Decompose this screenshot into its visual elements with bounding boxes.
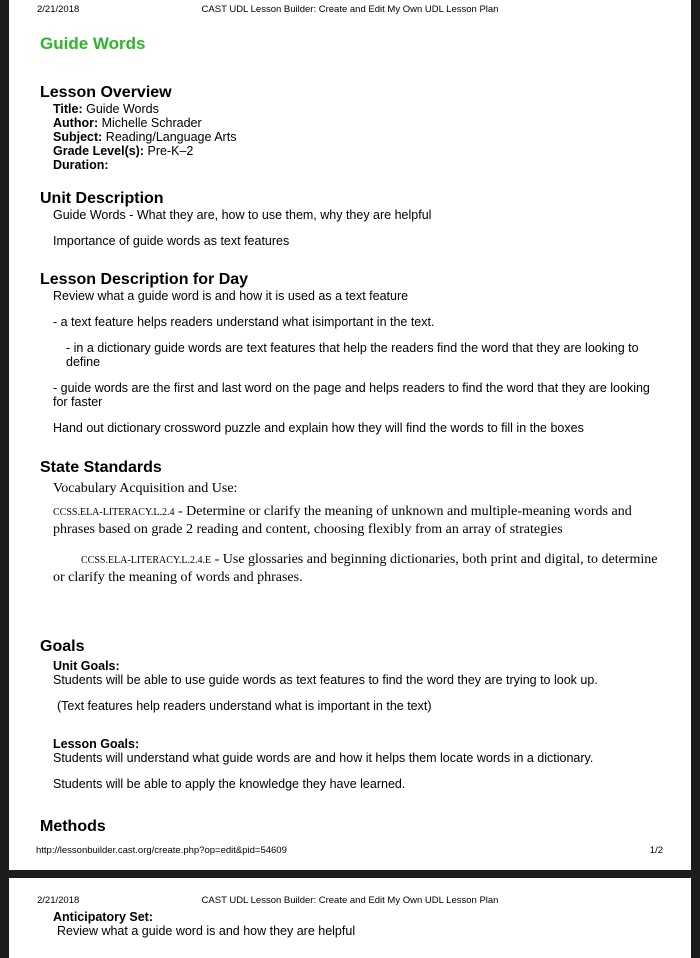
standard-2-text: - Use glossaries and beginning dictionaries, both print and digital, to determine or clarify the meaning of words and phrases. <box>53 552 658 585</box>
header-date: 2/21/2018 <box>37 4 80 15</box>
lesson-title: Guide Words <box>40 34 146 53</box>
lesson-goals-label: Lesson Goals: <box>53 737 140 751</box>
anticipatory-set-text: Review what a guide word is and how they are helpful <box>57 924 356 938</box>
grade-label: Grade Level(s): <box>53 144 145 158</box>
lesson-description-p1: Review what a guide word is and how it is used as a text feature <box>53 289 409 303</box>
document-page-2 <box>9 878 691 958</box>
standard-1-code: CCSS.ELA-LITERACY.L.2.4 <box>53 507 175 518</box>
lesson-description-p3: - in a dictionary guide words are text features that help the readers find the word that they are looking to define <box>66 341 639 369</box>
lesson-description-p4: - guide words are the first and last word on the page and helps readers to find the word that they are looking for faster <box>53 381 650 409</box>
overview-fields <box>40 102 665 172</box>
standards-intro: Vocabulary Acquisition and Use: <box>53 481 238 496</box>
methods-heading: Methods <box>40 818 106 835</box>
subject-label: Subject: <box>53 130 103 144</box>
anticipatory-set-label: Anticipatory Set: <box>53 910 154 924</box>
unit-goals-p2: (Text features help readers understand what is important in the text) <box>57 699 432 713</box>
overview-heading: Lesson Overview <box>40 84 172 101</box>
standard-1-text: - Determine or clarify the meaning of unknown and multiple-meaning words and phrases based on grade 2 reading and content, choosing flexibly from an array of strategies <box>53 504 632 537</box>
title-value: Guide Words <box>82 102 159 116</box>
unit-description-body <box>40 208 665 248</box>
lesson-description-body <box>40 289 665 435</box>
goals-heading: Goals <box>40 638 85 655</box>
page-content <box>40 34 665 836</box>
page2-content <box>53 910 355 938</box>
goals-body <box>40 659 665 791</box>
standard-2-code: CCSS.ELA-LITERACY.L.2.4.E <box>81 555 212 566</box>
author-label: Author: <box>53 116 99 130</box>
state-standards-body <box>40 480 665 586</box>
grade-value: Pre-K–2 <box>144 144 194 158</box>
footer-page-number: 1/2 <box>649 845 663 856</box>
page2-header-title: CAST UDL Lesson Builder: Create and Edit My Own UDL Lesson Plan <box>201 895 499 906</box>
unit-goals-label: Unit Goals: <box>53 659 120 673</box>
lesson-description-heading: Lesson Description for Day <box>40 271 249 288</box>
lesson-description-p5: Hand out dictionary crossword puzzle and explain how they will find the words to fill in the boxes <box>53 421 584 435</box>
title-label: Title: <box>53 102 83 116</box>
footer-url: http://lessonbuilder.cast.org/create.php?op=edit&pid=54609 <box>36 845 287 856</box>
lesson-goals-p1: Students will understand what guide words are and how it helps them locate words in a dictionary. <box>53 751 594 765</box>
author-value: Michelle Schrader <box>98 116 202 130</box>
duration-label: Duration: <box>53 158 109 172</box>
subject-value: Reading/Language Arts <box>102 130 237 144</box>
document-page-1 <box>9 0 691 870</box>
header-title: CAST UDL Lesson Builder: Create and Edit My Own UDL Lesson Plan <box>201 4 499 15</box>
unit-description-p1: Guide Words - What they are, how to use them, why they are helpful <box>53 208 432 222</box>
state-standards-heading: State Standards <box>40 459 162 476</box>
unit-description-heading: Unit Description <box>40 190 164 207</box>
unit-goals-p1: Students will be able to use guide words as text features to find the word they are trying to look up. <box>53 673 598 687</box>
unit-description-p2: Importance of guide words as text features <box>53 234 290 248</box>
lesson-description-p2: - a text feature helps readers understand what isimportant in the text. <box>53 315 435 329</box>
page2-header-date: 2/21/2018 <box>37 895 80 906</box>
lesson-goals-p2: Students will be able to apply the knowledge they have learned. <box>53 777 406 791</box>
